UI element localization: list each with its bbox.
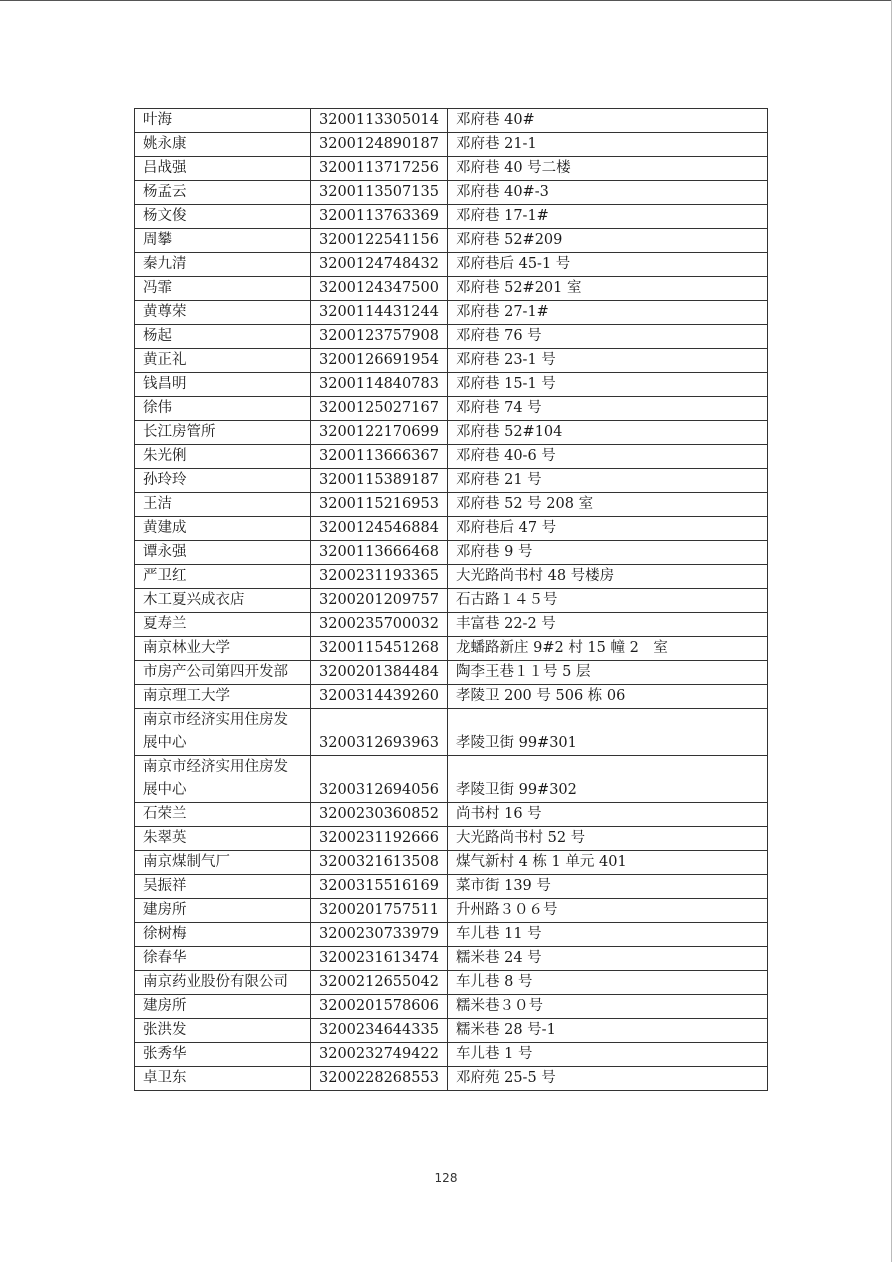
name-cell: 南京煤制气厂 [135, 851, 311, 875]
table-row [135, 157, 768, 181]
address-cell: 糯米巷３０号 [448, 995, 768, 1019]
name-cell: 市房产公司第四开发部 [135, 661, 311, 685]
account-number-cell: 3200114431244 [311, 301, 448, 325]
table-row [135, 827, 768, 851]
name-cell: 建房所 [135, 995, 311, 1019]
address-cell: 糯米巷 28 号-1 [448, 1019, 768, 1043]
account-number-cell: 3200113666367 [311, 445, 448, 469]
name-cell: 南京林业大学 [135, 637, 311, 661]
account-number-cell: 3200124546884 [311, 517, 448, 541]
name-cell: 杨孟云 [135, 181, 311, 205]
name-cell: 杨起 [135, 325, 311, 349]
name-cell: 朱光俐 [135, 445, 311, 469]
table-row [135, 803, 768, 827]
account-number-cell: 3200230360852 [311, 803, 448, 827]
address-cell: 车儿巷 11 号 [448, 923, 768, 947]
address-cell: 邓府巷 21-1 [448, 133, 768, 157]
address-cell: 邓府巷 52#104 [448, 421, 768, 445]
account-number-cell: 3200124748432 [311, 253, 448, 277]
name-cell: 吕战强 [135, 157, 311, 181]
table-row [135, 373, 768, 397]
name-cell: 南京药业股份有限公司 [135, 971, 311, 995]
table-row [135, 493, 768, 517]
address-cell: 邓府巷后 45-1 号 [448, 253, 768, 277]
address-cell: 孝陵卫 200 号 506 栋 06 [448, 685, 768, 709]
address-cell: 邓府巷 52 号 208 室 [448, 493, 768, 517]
name-cell: 张洪发 [135, 1019, 311, 1043]
account-number-cell: 3200113305014 [311, 109, 448, 133]
address-cell: 邓府巷 52#209 [448, 229, 768, 253]
name-cell: 周攀 [135, 229, 311, 253]
table-row [135, 709, 768, 756]
address-cell: 邓府巷 40#-3 [448, 181, 768, 205]
name-cell: 谭永强 [135, 541, 311, 565]
address-cell: 尚书村 16 号 [448, 803, 768, 827]
table-row [135, 421, 768, 445]
name-cell: 杨文俊 [135, 205, 311, 229]
account-number-cell: 3200122170699 [311, 421, 448, 445]
name-cell: 姚永康 [135, 133, 311, 157]
name-cell: 南京市经济实用住房发展中心 [135, 756, 311, 803]
address-cell: 邓府巷 76 号 [448, 325, 768, 349]
records-table [134, 108, 768, 1091]
table-row [135, 349, 768, 373]
name-cell: 徐春华 [135, 947, 311, 971]
account-number-cell: 3200201757511 [311, 899, 448, 923]
name-cell: 钱昌明 [135, 373, 311, 397]
name-cell: 叶海 [135, 109, 311, 133]
address-cell: 煤气新村 4 栋 1 单元 401 [448, 851, 768, 875]
table-row [135, 325, 768, 349]
table-row [135, 613, 768, 637]
account-number-cell: 3200124890187 [311, 133, 448, 157]
table-row [135, 301, 768, 325]
account-number-cell: 3200321613508 [311, 851, 448, 875]
account-number-cell: 3200124347500 [311, 277, 448, 301]
name-cell: 木工夏兴成衣店 [135, 589, 311, 613]
table-row [135, 685, 768, 709]
account-number-cell: 3200231193365 [311, 565, 448, 589]
table-row [135, 637, 768, 661]
table-row [135, 661, 768, 685]
name-cell: 王洁 [135, 493, 311, 517]
name-cell: 黄建成 [135, 517, 311, 541]
name-cell: 孙玲玲 [135, 469, 311, 493]
table-row [135, 899, 768, 923]
table-row [135, 541, 768, 565]
table-row [135, 517, 768, 541]
account-number-cell: 3200228268553 [311, 1067, 448, 1091]
address-cell: 大光路尚书村 48 号楼房 [448, 565, 768, 589]
address-cell: 邓府巷 40 号二楼 [448, 157, 768, 181]
name-cell: 南京理工大学 [135, 685, 311, 709]
name-cell: 南京市经济实用住房发展中心 [135, 709, 311, 756]
table-row [135, 277, 768, 301]
account-number-cell: 3200312693963 [311, 709, 448, 756]
table-row [135, 133, 768, 157]
address-cell: 龙蟠路新庄 9#2 村 15 幢 2 室 [448, 637, 768, 661]
address-cell: 车儿巷 1 号 [448, 1043, 768, 1067]
records-table-body [135, 109, 768, 1091]
account-number-cell: 3200113717256 [311, 157, 448, 181]
account-number-cell: 3200201209757 [311, 589, 448, 613]
table-row [135, 947, 768, 971]
top-border-line [0, 0, 892, 1]
address-cell: 邓府巷 40-6 号 [448, 445, 768, 469]
account-number-cell: 3200312694056 [311, 756, 448, 803]
account-number-cell: 3200115451268 [311, 637, 448, 661]
name-cell: 朱翠英 [135, 827, 311, 851]
name-cell: 黄尊荣 [135, 301, 311, 325]
account-number-cell: 3200122541156 [311, 229, 448, 253]
table-row [135, 181, 768, 205]
address-cell: 邓府巷 52#201 室 [448, 277, 768, 301]
account-number-cell: 3200315516169 [311, 875, 448, 899]
account-number-cell: 3200115389187 [311, 469, 448, 493]
account-number-cell: 3200212655042 [311, 971, 448, 995]
table-row [135, 205, 768, 229]
name-cell: 建房所 [135, 899, 311, 923]
name-cell: 冯霏 [135, 277, 311, 301]
name-cell: 徐伟 [135, 397, 311, 421]
address-cell: 大光路尚书村 52 号 [448, 827, 768, 851]
address-cell: 陶李王巷１１号 5 层 [448, 661, 768, 685]
address-cell: 邓府苑 25-5 号 [448, 1067, 768, 1091]
address-cell: 邓府巷 17-1# [448, 205, 768, 229]
address-cell: 邓府巷后 47 号 [448, 517, 768, 541]
account-number-cell: 3200235700032 [311, 613, 448, 637]
address-cell: 车儿巷 8 号 [448, 971, 768, 995]
table-row [135, 1043, 768, 1067]
table-row [135, 923, 768, 947]
table-row [135, 589, 768, 613]
table-row [135, 756, 768, 803]
address-cell: 丰富巷 22-2 号 [448, 613, 768, 637]
name-cell: 卓卫东 [135, 1067, 311, 1091]
table-row [135, 875, 768, 899]
address-cell: 邓府巷 23-1 号 [448, 349, 768, 373]
account-number-cell: 3200231613474 [311, 947, 448, 971]
name-cell: 徐树梅 [135, 923, 311, 947]
account-number-cell: 3200314439260 [311, 685, 448, 709]
address-cell: 邓府巷 74 号 [448, 397, 768, 421]
account-number-cell: 3200114840783 [311, 373, 448, 397]
account-number-cell: 3200230733979 [311, 923, 448, 947]
account-number-cell: 3200113763369 [311, 205, 448, 229]
address-cell: 邓府巷 21 号 [448, 469, 768, 493]
table-row [135, 851, 768, 875]
address-cell: 糯米巷 24 号 [448, 947, 768, 971]
address-cell: 石古路１４５号 [448, 589, 768, 613]
address-cell: 邓府巷 9 号 [448, 541, 768, 565]
address-cell: 菜市街 139 号 [448, 875, 768, 899]
name-cell: 夏寿兰 [135, 613, 311, 637]
name-cell: 严卫红 [135, 565, 311, 589]
table-row [135, 445, 768, 469]
account-number-cell: 3200115216953 [311, 493, 448, 517]
account-number-cell: 3200126691954 [311, 349, 448, 373]
address-cell: 升州路３０６号 [448, 899, 768, 923]
table-row [135, 971, 768, 995]
table-row [135, 1067, 768, 1091]
account-number-cell: 3200201578606 [311, 995, 448, 1019]
page-number: 128 [434, 1171, 458, 1185]
name-cell: 石荣兰 [135, 803, 311, 827]
table-row [135, 229, 768, 253]
table-row [135, 397, 768, 421]
account-number-cell: 3200113507135 [311, 181, 448, 205]
account-number-cell: 3200113666468 [311, 541, 448, 565]
address-cell: 孝陵卫街 99#301 [448, 709, 768, 756]
account-number-cell: 3200231192666 [311, 827, 448, 851]
name-cell: 张秀华 [135, 1043, 311, 1067]
account-number-cell: 3200232749422 [311, 1043, 448, 1067]
table-row [135, 1019, 768, 1043]
address-cell: 孝陵卫街 99#302 [448, 756, 768, 803]
account-number-cell: 3200125027167 [311, 397, 448, 421]
table-row [135, 995, 768, 1019]
table-row [135, 469, 768, 493]
name-cell: 长江房管所 [135, 421, 311, 445]
name-cell: 黄正礼 [135, 349, 311, 373]
account-number-cell: 3200123757908 [311, 325, 448, 349]
address-cell: 邓府巷 40# [448, 109, 768, 133]
name-cell: 秦九清 [135, 253, 311, 277]
table-row [135, 565, 768, 589]
address-cell: 邓府巷 27-1# [448, 301, 768, 325]
account-number-cell: 3200201384484 [311, 661, 448, 685]
address-cell: 邓府巷 15-1 号 [448, 373, 768, 397]
table-row [135, 109, 768, 133]
account-number-cell: 3200234644335 [311, 1019, 448, 1043]
table-row [135, 253, 768, 277]
name-cell: 吴振祥 [135, 875, 311, 899]
